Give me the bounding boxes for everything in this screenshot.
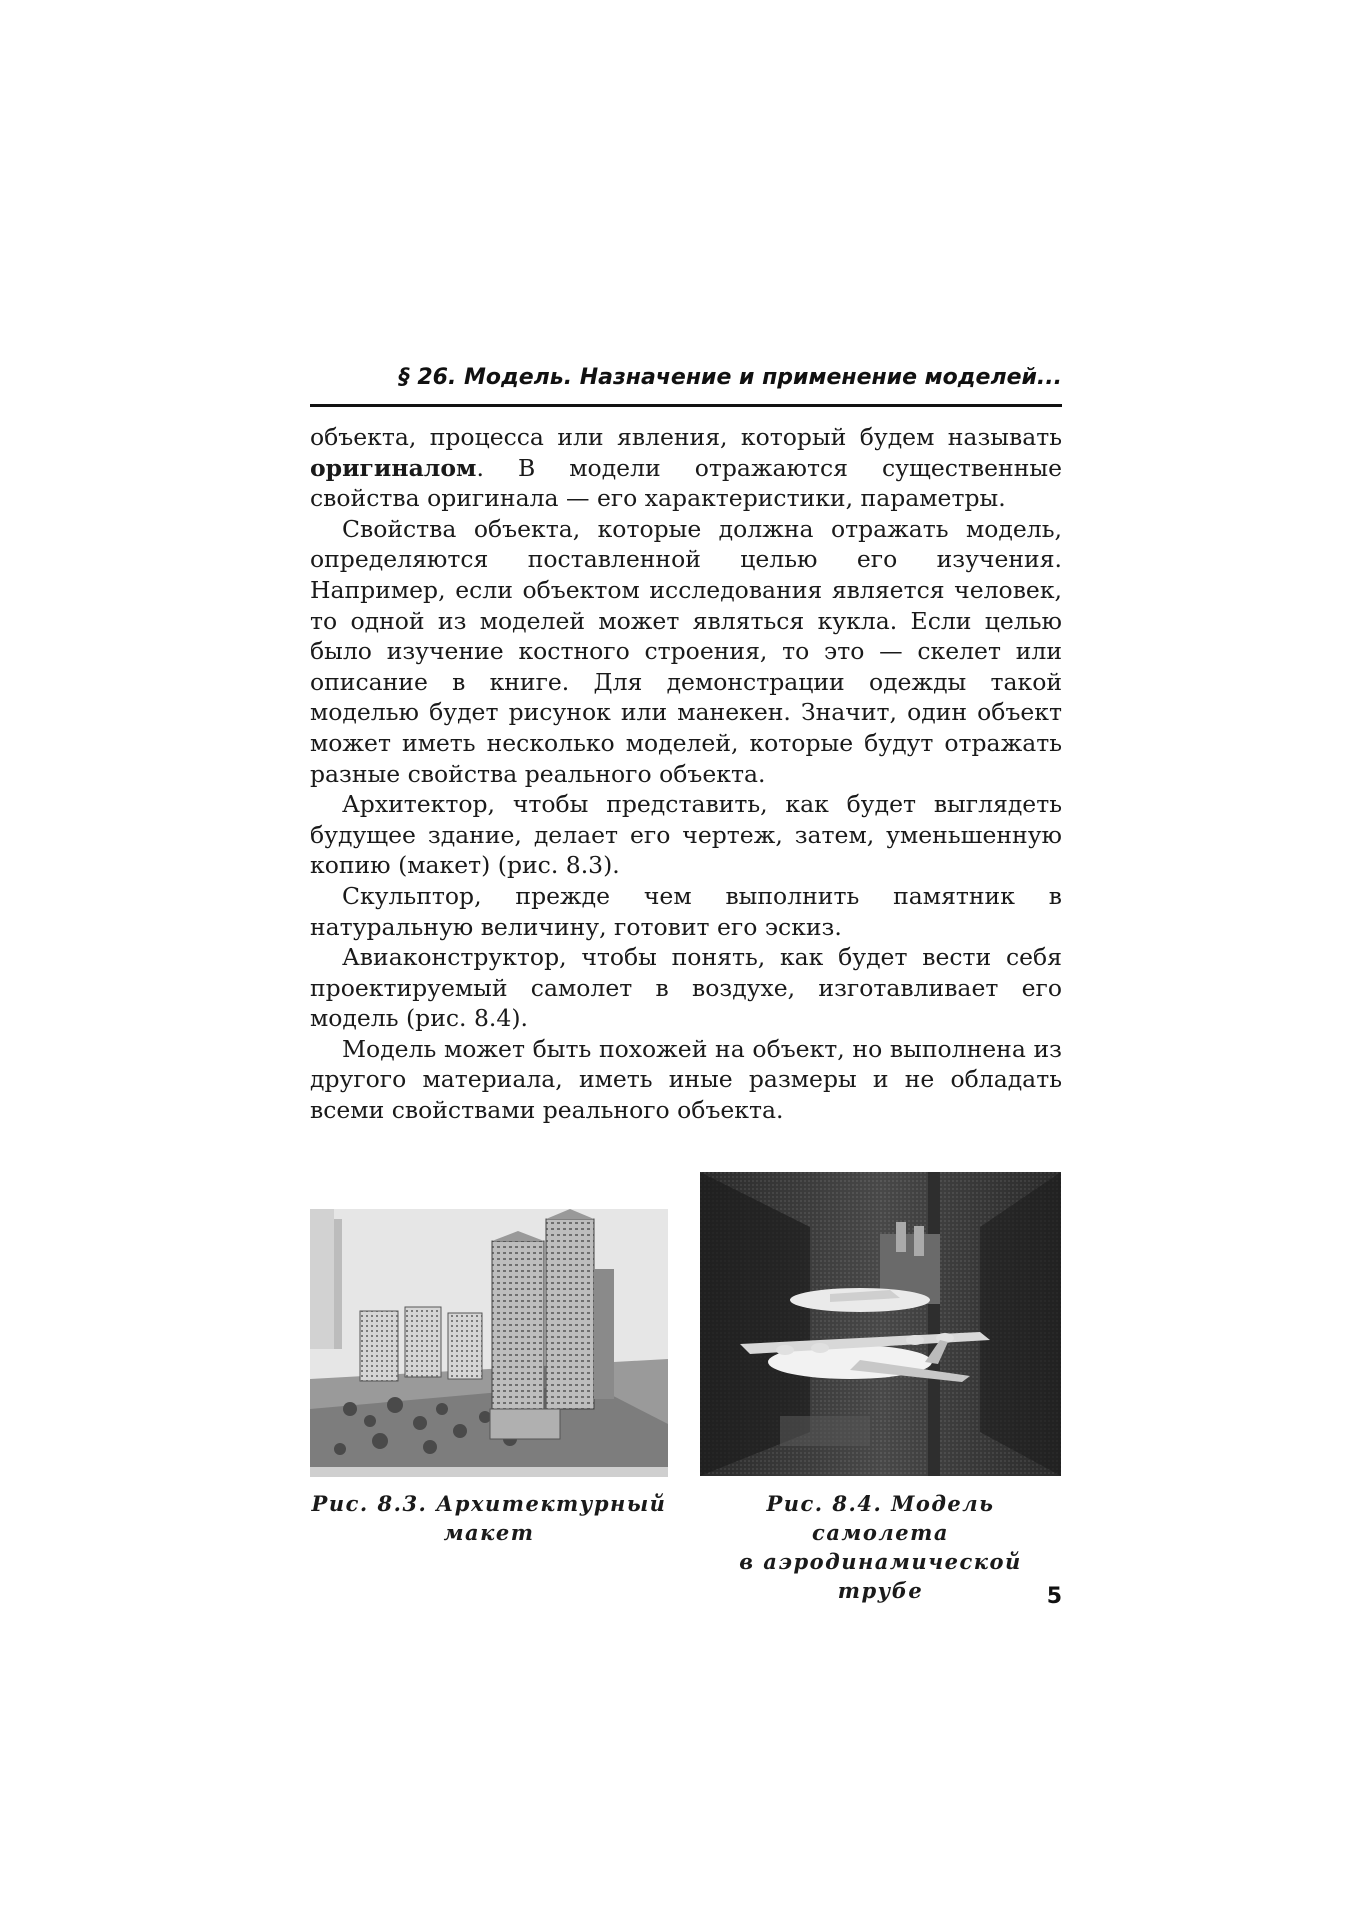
architectural-model-photo	[310, 1209, 668, 1477]
paragraph-1: объекта, процесса или явления, который будем называть оригиналом. В модели отражаются существенные свойства оригинала — его характеристики, параметры.	[310, 423, 1062, 513]
body-text	[310, 422, 1062, 1126]
paragraph-4: Скульптор, прежде чем выполнить памятник в натуральную величину, готовит его эскиз.	[310, 881, 1062, 941]
figure-caption-8-3: Рис. 8.3. Архитектурный макет	[311, 1491, 667, 1545]
paragraph-5: Авиаконструктор, чтобы понять, как будет вести себя проектируемый самолет в воздухе, изготавливает его модель (рис. 8.4).	[310, 943, 1062, 1033]
term-original: оригиналом	[310, 453, 477, 482]
running-header: § 26. Модель. Назначение и применение моделей...	[398, 365, 1062, 390]
paragraph-6: Модель может быть похожей на объект, но выполнена из другого материала, иметь иные размеры и не обладать всеми свойствами реального объекта.	[310, 1034, 1062, 1125]
figure-caption-8-4: Рис. 8.4. Модель самолета в аэродинамической трубе	[739, 1491, 1022, 1603]
paragraph-3: Архитектор, чтобы представить, как будет выглядеть будущее здание, делает его чертеж, затем, уменьшенную копию (макет) (рис. 8.3).	[310, 790, 1062, 880]
paragraph-2: Свойства объекта, которые должна отражать модель, определяются поставленной целью его изучения. Например, если объектом исследования является человек, то одной из моделей может являться кукла. Если целью было изучение костного строения, то это — скелет или описание в книге. Для демонстрации одежды такой моделью будет рисунок или манекен. Значит, один объект может иметь несколько моделей, которые будут отражать разные свойства реального объекта.	[310, 514, 1062, 788]
page-number: 5	[1046, 1584, 1062, 1609]
wind-tunnel-airplane-photo	[700, 1172, 1061, 1476]
header-rule	[310, 404, 1062, 407]
